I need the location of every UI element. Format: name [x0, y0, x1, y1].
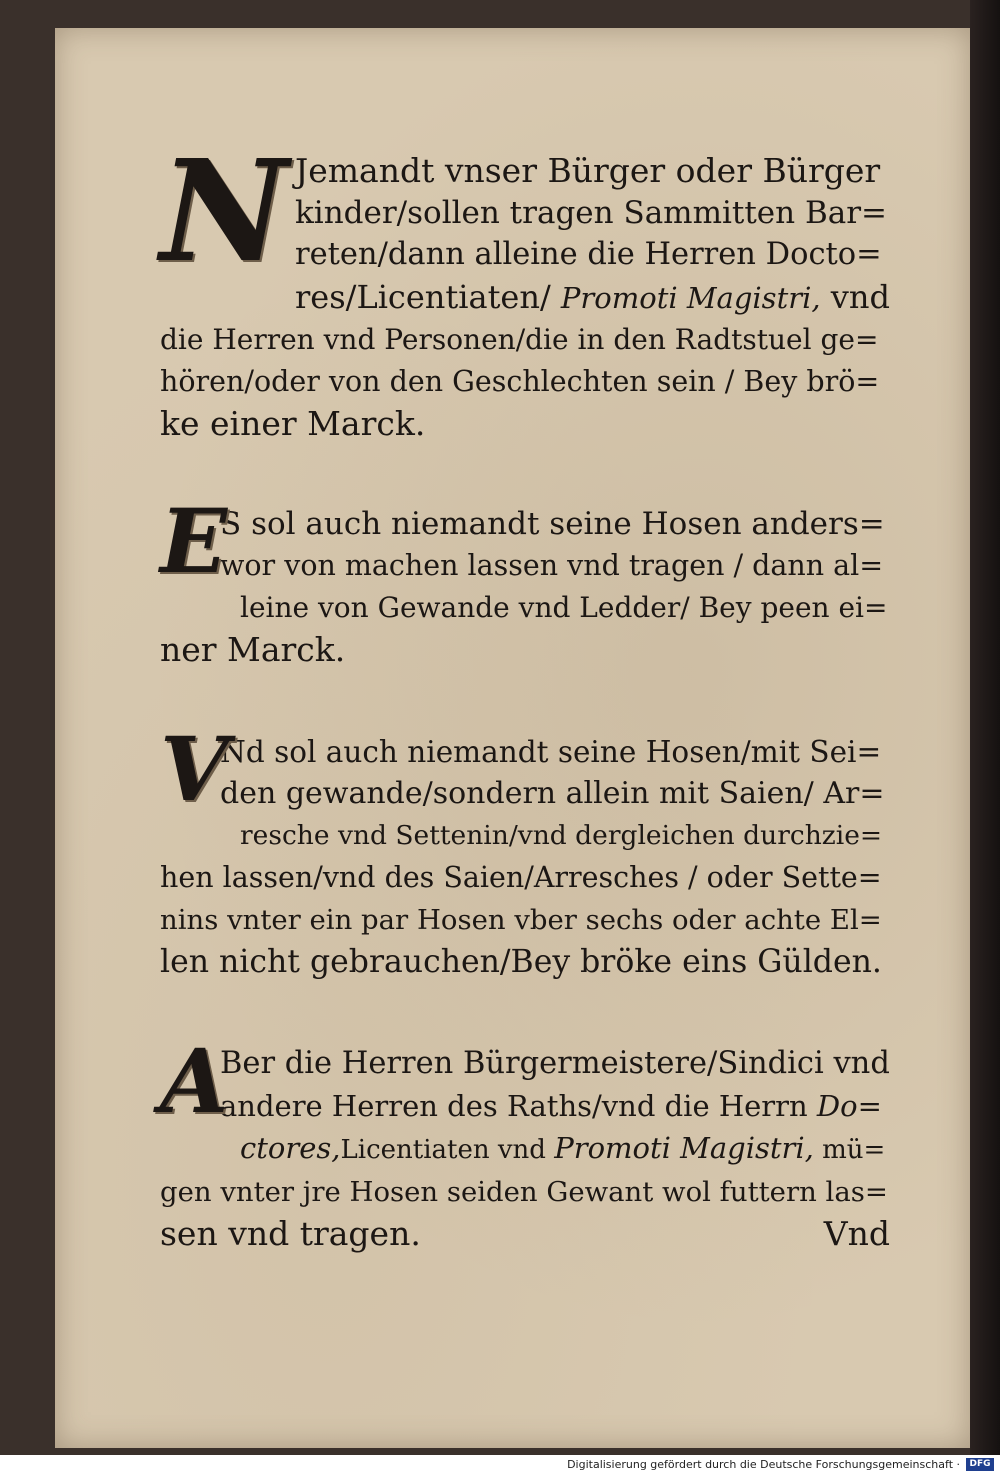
paragraph-2 [160, 489, 890, 671]
paragraph-line: ner Marck. [160, 630, 346, 669]
latin-term: ctores, [240, 1131, 341, 1165]
digitization-footer [0, 1455, 1000, 1475]
paragraph-line: reten/dann alleine die Herren Docto= [295, 237, 882, 272]
paragraph-line: leine von Gewande vnd Ledder/ Bey peen ei= [240, 591, 888, 624]
paragraph-line: len nicht gebrauchen/Bey bröke eins Gülden. [160, 944, 882, 980]
paragraph-line-text: andere Herren des Raths/vnd die Herrn [220, 1089, 808, 1123]
catchword: Vnd [823, 1214, 890, 1253]
paragraph-line-text: Licentiaten vnd [340, 1135, 546, 1165]
paragraph-line-text: vnd [820, 278, 890, 316]
footer-credit-text: Digitalisierung gefördert durch die Deutsche Forschungsgemeinschaft · [567, 1458, 960, 1471]
paragraph-line: ke einer Marck. [160, 404, 426, 443]
paragraph-1 [160, 130, 890, 445]
latin-term: Do= [816, 1089, 882, 1123]
paragraph-line-with-latin [160, 1127, 890, 1171]
paragraph-line: kinder/sollen tragen Sammitten Bar= [295, 195, 888, 231]
paragraph-line: S sol auch niemandt seine Hosen anders= [220, 506, 885, 542]
paragraph-line: Ber die Herren Bürgermeistere/Sindici vnd [220, 1046, 890, 1081]
latin-term: Promoti Magistri, [554, 1131, 814, 1165]
paragraph-line-text: mü= [813, 1135, 886, 1165]
paragraph-line: Jemandt vnser Bürger oder Bürger [295, 151, 881, 190]
paragraph-line: Nd sol auch niemandt seine Hosen/mit Sei= [220, 735, 882, 769]
decorated-initial-v: V [160, 717, 229, 821]
paragraph-line: wor von machen lassen vnd tragen / dann al= [220, 549, 884, 582]
book-spine [970, 0, 1000, 1455]
decorated-initial-e: E [160, 489, 228, 593]
paragraph-line: gen vnter jre Hosen seiden Gewant wol futtern las= [160, 1176, 888, 1208]
paragraph-line: hören/oder von den Geschlechten sein / Bey brö= [160, 365, 880, 398]
paragraph-line: den gewande/sondern allein mit Saien/ Ar= [220, 776, 885, 811]
paragraph-line: hen lassen/vnd des Saien/Arresches / oder Sette= [160, 861, 882, 894]
paragraph-3 [160, 717, 890, 983]
paragraph-line: sen vnd tragen. [160, 1214, 421, 1253]
paragraph-line: die Herren vnd Personen/die in den Radtstuel ge= [160, 323, 879, 356]
decorated-initial-n: N [160, 130, 288, 294]
paragraph-line-with-latin [160, 1085, 890, 1127]
text-block [160, 130, 890, 1255]
decorated-initial-a: A [160, 1029, 229, 1133]
dfg-logo: DFG [966, 1458, 994, 1471]
paragraph-4 [160, 1029, 890, 1255]
latin-term: Promoti Magistri, [560, 281, 821, 315]
paragraph-line: resche vnd Settenin/vnd dergleichen durchzie= [240, 820, 883, 851]
paragraph-line: nins vnter ein par Hosen vber sechs oder achte El= [160, 904, 882, 936]
paragraph-line-text: res/Licentiaten/ [295, 278, 551, 316]
